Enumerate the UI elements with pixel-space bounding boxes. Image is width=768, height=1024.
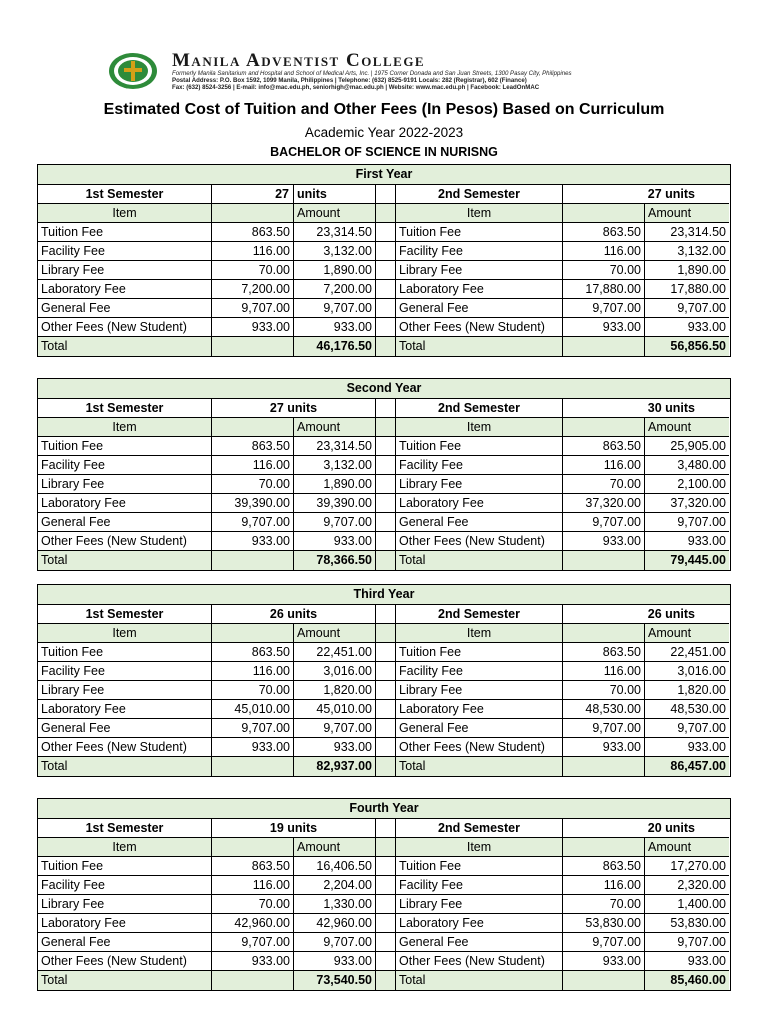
fee-amount: 45,010.00 <box>294 700 376 719</box>
table-row <box>38 719 730 738</box>
fee-amount: 9,707.00 <box>294 299 376 318</box>
fee-rate: 70.00 <box>563 681 645 700</box>
fee-item: Facility Fee <box>38 876 212 895</box>
year-title: Fourth Year <box>38 799 730 819</box>
semester-total: 56,856.50 <box>645 337 729 356</box>
document-title: Estimated Cost of Tuition and Other Fees (In Pesos) Based on Curriculum <box>103 101 665 118</box>
semester-units: 19 units <box>212 819 376 838</box>
column-gap <box>376 952 396 971</box>
fee-rate: 933.00 <box>563 738 645 757</box>
column-gap <box>376 185 396 204</box>
table-row <box>38 242 730 261</box>
column-gap <box>376 456 396 475</box>
fee-amount: 1,890.00 <box>645 261 729 280</box>
semester-units: 27 units <box>563 185 729 204</box>
column-gap <box>376 280 396 299</box>
fee-item: Library Fee <box>396 261 563 280</box>
semester-label: 1st Semester <box>38 185 212 204</box>
column-gap <box>376 399 396 418</box>
total-label: Total <box>396 971 563 990</box>
semester-label: 2nd Semester <box>396 185 563 204</box>
units-suffix: units <box>294 185 376 204</box>
fee-amount: 3,132.00 <box>294 456 376 475</box>
fee-amount: 7,200.00 <box>294 280 376 299</box>
letterhead <box>108 50 664 92</box>
semester-total: 85,460.00 <box>645 971 729 990</box>
fee-item: Laboratory Fee <box>38 494 212 513</box>
fee-rate: 863.50 <box>563 437 645 456</box>
fee-item: Other Fees (New Student) <box>38 532 212 551</box>
letterhead-contact: Postal Address: P.O. Box 1592, 1099 Manila, Philippines | Telephone: (632) 8525-9191 Locals: 282 (Registrar), 602 (Finance) <box>172 77 527 84</box>
column-gap <box>376 223 396 242</box>
fee-item: Laboratory Fee <box>38 914 212 933</box>
table-row <box>38 437 730 456</box>
total-blank <box>212 551 294 570</box>
college-seal-icon <box>108 51 158 91</box>
fee-rate: 933.00 <box>212 318 294 337</box>
fee-amount: 933.00 <box>294 318 376 337</box>
table-row <box>38 857 730 876</box>
total-label: Total <box>396 551 563 570</box>
fee-item: Other Fees (New Student) <box>396 952 563 971</box>
column-gap <box>376 337 396 356</box>
fee-item: Other Fees (New Student) <box>38 738 212 757</box>
item-column-header: Item <box>38 624 212 643</box>
fee-amount: 933.00 <box>645 318 729 337</box>
fee-amount: 23,314.50 <box>645 223 729 242</box>
semester-label: 1st Semester <box>38 399 212 418</box>
fee-amount: 1,820.00 <box>645 681 729 700</box>
fee-rate: 9,707.00 <box>563 299 645 318</box>
fee-amount: 3,132.00 <box>645 242 729 261</box>
table-row <box>38 299 730 318</box>
fee-rate: 863.50 <box>212 437 294 456</box>
column-gap <box>376 681 396 700</box>
total-label: Total <box>38 337 212 356</box>
fee-rate: 9,707.00 <box>212 513 294 532</box>
fee-item: Other Fees (New Student) <box>38 318 212 337</box>
table-row <box>38 318 730 337</box>
fee-rate: 70.00 <box>212 261 294 280</box>
column-header-row <box>38 624 730 643</box>
fee-amount: 3,480.00 <box>645 456 729 475</box>
column-gap <box>376 605 396 624</box>
rate-column-header <box>563 204 645 223</box>
fee-item: Tuition Fee <box>396 437 563 456</box>
fee-rate: 70.00 <box>563 475 645 494</box>
amount-column-header: Amount <box>294 204 376 223</box>
column-gap <box>376 513 396 532</box>
table-row <box>38 223 730 242</box>
fee-amount: 2,204.00 <box>294 876 376 895</box>
fee-rate: 48,530.00 <box>563 700 645 719</box>
item-column-header: Item <box>396 418 563 437</box>
fee-item: Facility Fee <box>396 876 563 895</box>
fee-amount: 9,707.00 <box>645 719 729 738</box>
fee-rate: 9,707.00 <box>212 719 294 738</box>
semester-label: 2nd Semester <box>396 399 563 418</box>
fee-amount: 933.00 <box>645 952 729 971</box>
fee-rate: 933.00 <box>563 532 645 551</box>
college-name: Manila Adventist College <box>172 50 426 71</box>
column-gap <box>376 876 396 895</box>
fee-amount: 48,530.00 <box>645 700 729 719</box>
fee-rate: 116.00 <box>212 456 294 475</box>
fee-item: Laboratory Fee <box>38 700 212 719</box>
academic-year: Academic Year 2022-2023 <box>304 125 464 140</box>
column-gap <box>376 819 396 838</box>
table-row <box>38 494 730 513</box>
semester-label: 1st Semester <box>38 605 212 624</box>
table-row <box>38 700 730 719</box>
fee-amount: 53,830.00 <box>645 914 729 933</box>
fee-item: Tuition Fee <box>396 643 563 662</box>
fee-rate: 933.00 <box>212 952 294 971</box>
fee-item: Other Fees (New Student) <box>38 952 212 971</box>
fee-rate: 933.00 <box>563 952 645 971</box>
column-gap <box>376 494 396 513</box>
fee-table <box>37 584 731 777</box>
fee-amount: 2,100.00 <box>645 475 729 494</box>
column-gap <box>376 242 396 261</box>
fee-item: Tuition Fee <box>396 857 563 876</box>
fee-item: Tuition Fee <box>396 223 563 242</box>
semester-total: 78,366.50 <box>294 551 376 570</box>
total-label: Total <box>38 971 212 990</box>
fee-rate: 933.00 <box>212 738 294 757</box>
rate-column-header <box>212 838 294 857</box>
column-gap <box>376 662 396 681</box>
fee-rate: 863.50 <box>563 857 645 876</box>
column-gap <box>376 532 396 551</box>
fee-amount: 933.00 <box>645 532 729 551</box>
fee-amount: 9,707.00 <box>645 933 729 952</box>
fee-item: Tuition Fee <box>38 437 212 456</box>
column-gap <box>376 643 396 662</box>
fee-item: Library Fee <box>38 475 212 494</box>
fee-amount: 1,820.00 <box>294 681 376 700</box>
fee-rate: 70.00 <box>563 895 645 914</box>
table-row <box>38 280 730 299</box>
fee-amount: 1,890.00 <box>294 475 376 494</box>
rate-column-header <box>563 418 645 437</box>
table-row <box>38 738 730 757</box>
amount-column-header: Amount <box>645 624 729 643</box>
semester-units: 26 units <box>563 605 729 624</box>
fee-rate: 37,320.00 <box>563 494 645 513</box>
fee-rate: 863.50 <box>212 643 294 662</box>
fee-rate: 116.00 <box>563 876 645 895</box>
table-row <box>38 933 730 952</box>
fee-amount: 933.00 <box>294 532 376 551</box>
table-row <box>38 895 730 914</box>
item-column-header: Item <box>38 204 212 223</box>
column-gap <box>376 914 396 933</box>
fee-rate: 70.00 <box>212 681 294 700</box>
rate-column-header <box>563 838 645 857</box>
column-gap <box>376 204 396 223</box>
column-gap <box>376 719 396 738</box>
fee-rate: 39,390.00 <box>212 494 294 513</box>
semester-header-row <box>38 605 730 624</box>
table-row <box>38 876 730 895</box>
rate-column-header <box>212 204 294 223</box>
fee-item: Library Fee <box>38 895 212 914</box>
fee-rate: 863.50 <box>563 223 645 242</box>
column-gap <box>376 971 396 990</box>
fee-item: Laboratory Fee <box>38 280 212 299</box>
semester-label: 2nd Semester <box>396 605 563 624</box>
fee-item: General Fee <box>38 933 212 952</box>
total-blank <box>212 337 294 356</box>
column-gap <box>376 418 396 437</box>
fee-item: Facility Fee <box>38 456 212 475</box>
column-gap <box>376 895 396 914</box>
fee-table <box>37 798 731 991</box>
fee-item: Laboratory Fee <box>396 280 563 299</box>
fee-item: Laboratory Fee <box>396 700 563 719</box>
table-row <box>38 532 730 551</box>
item-column-header: Item <box>396 624 563 643</box>
fee-amount: 9,707.00 <box>294 719 376 738</box>
fee-rate: 9,707.00 <box>563 513 645 532</box>
item-column-header: Item <box>396 204 563 223</box>
fee-rate: 9,707.00 <box>212 933 294 952</box>
fee-amount: 22,451.00 <box>645 643 729 662</box>
rate-column-header <box>563 624 645 643</box>
table-row <box>38 456 730 475</box>
column-gap <box>376 318 396 337</box>
fee-rate: 933.00 <box>212 532 294 551</box>
fee-table <box>37 164 731 357</box>
fee-item: Other Fees (New Student) <box>396 738 563 757</box>
fee-amount: 933.00 <box>294 952 376 971</box>
fee-rate: 863.50 <box>212 223 294 242</box>
semester-total: 86,457.00 <box>645 757 729 776</box>
total-blank <box>563 757 645 776</box>
total-blank <box>563 971 645 990</box>
fee-rate: 9,707.00 <box>212 299 294 318</box>
semester-header-row <box>38 185 730 204</box>
total-row <box>38 757 730 776</box>
year-title: First Year <box>38 165 730 185</box>
fee-rate: 116.00 <box>212 242 294 261</box>
semester-total: 79,445.00 <box>645 551 729 570</box>
fee-item: Facility Fee <box>38 662 212 681</box>
semester-label: 1st Semester <box>38 819 212 838</box>
total-label: Total <box>396 757 563 776</box>
fee-amount: 3,132.00 <box>294 242 376 261</box>
table-row <box>38 513 730 532</box>
column-gap <box>376 738 396 757</box>
fee-amount: 9,707.00 <box>645 513 729 532</box>
fee-rate: 933.00 <box>563 318 645 337</box>
fee-amount: 17,270.00 <box>645 857 729 876</box>
fee-amount: 17,880.00 <box>645 280 729 299</box>
amount-column-header: Amount <box>645 204 729 223</box>
year-title: Second Year <box>38 379 730 399</box>
fee-amount: 9,707.00 <box>645 299 729 318</box>
semester-units: 27 <box>212 185 294 204</box>
amount-column-header: Amount <box>294 624 376 643</box>
fee-rate: 116.00 <box>563 662 645 681</box>
table-row <box>38 261 730 280</box>
amount-column-header: Amount <box>645 418 729 437</box>
fee-rate: 70.00 <box>563 261 645 280</box>
table-row <box>38 681 730 700</box>
fee-amount: 9,707.00 <box>294 513 376 532</box>
fee-rate: 116.00 <box>563 456 645 475</box>
fee-item: Library Fee <box>396 475 563 494</box>
fee-item: Other Fees (New Student) <box>396 318 563 337</box>
fee-amount: 1,330.00 <box>294 895 376 914</box>
fee-item: General Fee <box>38 299 212 318</box>
fee-item: Library Fee <box>396 895 563 914</box>
fee-amount: 3,016.00 <box>294 662 376 681</box>
fee-amount: 3,016.00 <box>645 662 729 681</box>
column-header-row <box>38 838 730 857</box>
column-gap <box>376 757 396 776</box>
fee-item: Facility Fee <box>38 242 212 261</box>
fee-item: Library Fee <box>38 261 212 280</box>
column-gap <box>376 299 396 318</box>
fee-amount: 933.00 <box>294 738 376 757</box>
fee-rate: 7,200.00 <box>212 280 294 299</box>
fee-amount: 25,905.00 <box>645 437 729 456</box>
fee-item: General Fee <box>396 719 563 738</box>
fee-item: Laboratory Fee <box>396 914 563 933</box>
fee-amount: 1,890.00 <box>294 261 376 280</box>
fee-rate: 53,830.00 <box>563 914 645 933</box>
fee-amount: 23,314.50 <box>294 437 376 456</box>
fee-item: Facility Fee <box>396 456 563 475</box>
total-row <box>38 337 730 356</box>
amount-column-header: Amount <box>645 838 729 857</box>
letterhead-online: Fax: (632) 8524-3256 | E-mail: info@mac.edu.ph, seniorhigh@mac.edu.ph | Website: www.mac.edu.ph | Facebook: LeadOnMAC <box>172 84 540 91</box>
program-name: BACHELOR OF SCIENCE IN NURISNG <box>270 145 498 159</box>
fee-rate: 17,880.00 <box>563 280 645 299</box>
total-label: Total <box>396 337 563 356</box>
fee-amount: 37,320.00 <box>645 494 729 513</box>
fee-amount: 1,400.00 <box>645 895 729 914</box>
fee-item: Facility Fee <box>396 662 563 681</box>
fee-item: Tuition Fee <box>38 857 212 876</box>
semester-header-row <box>38 399 730 418</box>
fee-rate: 42,960.00 <box>212 914 294 933</box>
fee-rate: 116.00 <box>212 876 294 895</box>
semester-units: 20 units <box>563 819 729 838</box>
semester-units: 26 units <box>212 605 376 624</box>
column-header-row <box>38 418 730 437</box>
fee-rate: 863.50 <box>563 643 645 662</box>
rate-column-header <box>212 418 294 437</box>
rate-column-header <box>212 624 294 643</box>
fee-item: General Fee <box>38 513 212 532</box>
column-gap <box>376 933 396 952</box>
fee-item: General Fee <box>396 513 563 532</box>
total-blank <box>212 971 294 990</box>
column-gap <box>376 838 396 857</box>
fee-item: General Fee <box>38 719 212 738</box>
fee-item: General Fee <box>396 299 563 318</box>
table-row <box>38 475 730 494</box>
column-gap <box>376 551 396 570</box>
semester-units: 30 units <box>563 399 729 418</box>
fee-amount: 2,320.00 <box>645 876 729 895</box>
item-column-header: Item <box>38 838 212 857</box>
item-column-header: Item <box>396 838 563 857</box>
column-header-row <box>38 204 730 223</box>
fee-rate: 45,010.00 <box>212 700 294 719</box>
fee-item: Other Fees (New Student) <box>396 532 563 551</box>
fee-rate: 9,707.00 <box>563 719 645 738</box>
item-column-header: Item <box>38 418 212 437</box>
fee-amount: 933.00 <box>645 738 729 757</box>
total-blank <box>563 337 645 356</box>
column-gap <box>376 700 396 719</box>
total-blank <box>212 757 294 776</box>
fee-rate: 116.00 <box>563 242 645 261</box>
fee-amount: 42,960.00 <box>294 914 376 933</box>
fee-item: General Fee <box>396 933 563 952</box>
total-label: Total <box>38 757 212 776</box>
fee-rate: 116.00 <box>212 662 294 681</box>
column-gap <box>376 261 396 280</box>
semester-label: 2nd Semester <box>396 819 563 838</box>
column-gap <box>376 857 396 876</box>
column-gap <box>376 624 396 643</box>
fee-rate: 70.00 <box>212 475 294 494</box>
total-blank <box>563 551 645 570</box>
fee-amount: 9,707.00 <box>294 933 376 952</box>
fee-rate: 9,707.00 <box>563 933 645 952</box>
fee-rate: 70.00 <box>212 895 294 914</box>
fee-item: Facility Fee <box>396 242 563 261</box>
fee-item: Tuition Fee <box>38 223 212 242</box>
total-row <box>38 551 730 570</box>
table-row <box>38 662 730 681</box>
year-title: Third Year <box>38 585 730 605</box>
fee-amount: 23,314.50 <box>294 223 376 242</box>
total-label: Total <box>38 551 212 570</box>
fee-rate: 863.50 <box>212 857 294 876</box>
fee-item: Library Fee <box>396 681 563 700</box>
amount-column-header: Amount <box>294 418 376 437</box>
semester-header-row <box>38 819 730 838</box>
semester-total: 82,937.00 <box>294 757 376 776</box>
fee-table <box>37 378 731 571</box>
semester-total: 46,176.50 <box>294 337 376 356</box>
semester-units: 27 units <box>212 399 376 418</box>
amount-column-header: Amount <box>294 838 376 857</box>
letterhead-history: Formerly Manila Sanitarium and Hospital and School of Medical Arts, Inc. | 1975 Corner Donada and San Juan Streets, 1300 Pasay City, Philippines <box>172 70 572 77</box>
fee-amount: 22,451.00 <box>294 643 376 662</box>
fee-item: Laboratory Fee <box>396 494 563 513</box>
column-gap <box>376 437 396 456</box>
fee-amount: 16,406.50 <box>294 857 376 876</box>
fee-amount: 39,390.00 <box>294 494 376 513</box>
column-gap <box>376 475 396 494</box>
table-row <box>38 952 730 971</box>
fee-item: Tuition Fee <box>38 643 212 662</box>
total-row <box>38 971 730 990</box>
table-row <box>38 643 730 662</box>
fee-item: Library Fee <box>38 681 212 700</box>
semester-total: 73,540.50 <box>294 971 376 990</box>
table-row <box>38 914 730 933</box>
